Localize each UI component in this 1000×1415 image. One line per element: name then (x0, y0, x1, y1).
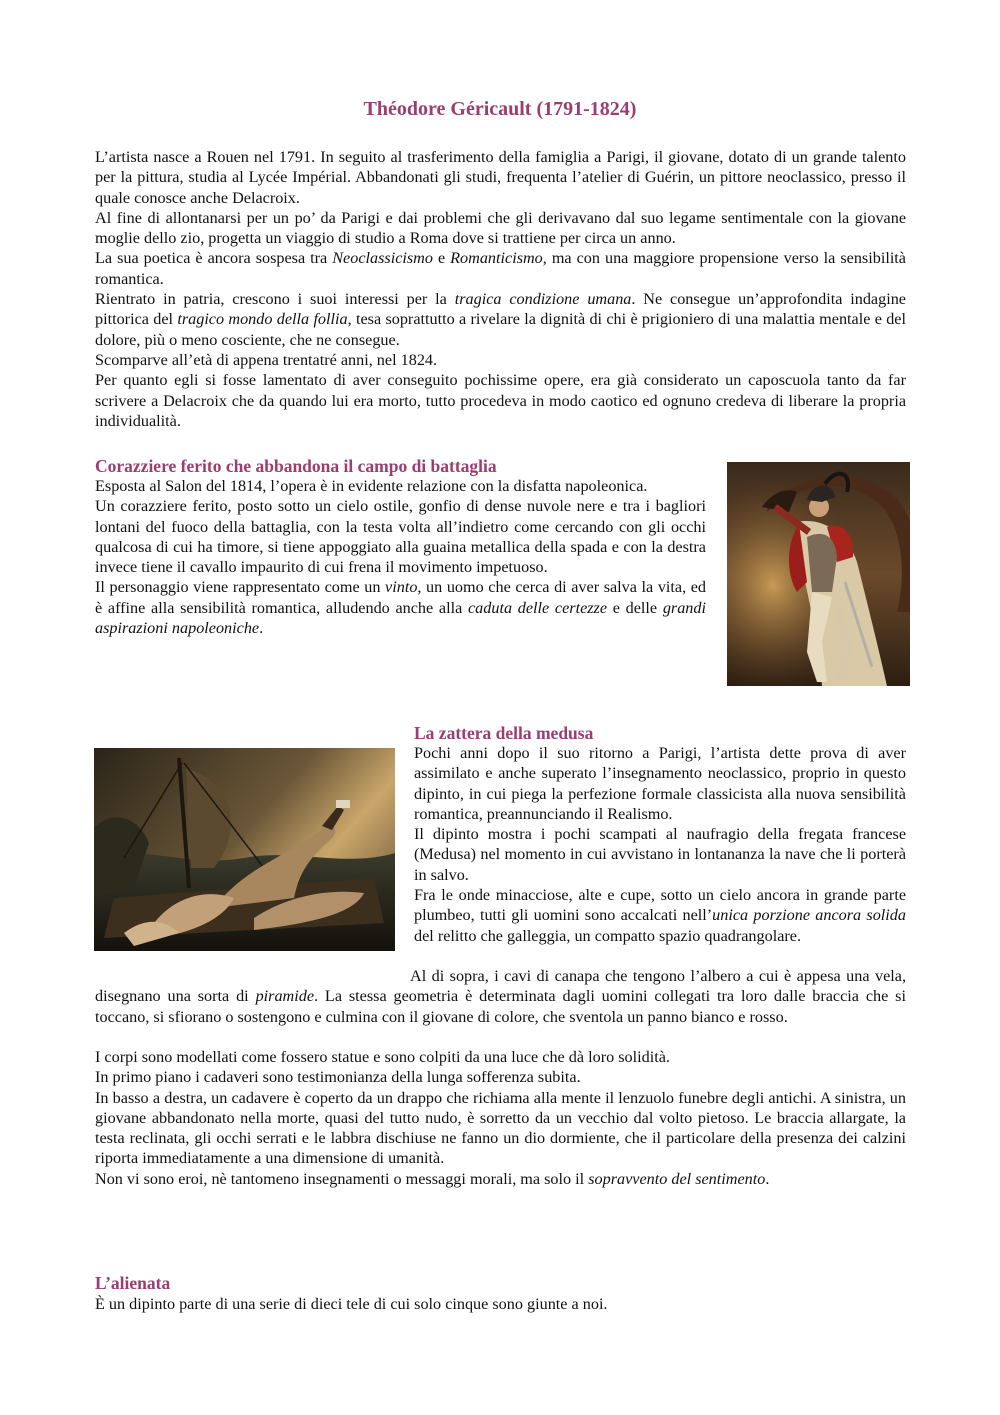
medusa-text-full (95, 966, 906, 1027)
medusa-paragraph: In primo piano i cadaveri sono testimonianza della lunga sofferenza subita. (95, 1068, 581, 1087)
medusa-paragraph: Non vi sono eroi, nè tantomeno insegnamenti o messaggi morali, ma solo il sopravvento del sentimento. (95, 1169, 770, 1188)
corazziere-paragraph: Esposta al Salon del 1814, l’opera è in evidente relazione con la disfatta napoleonica. (95, 477, 648, 495)
intro-paragraph: L’artista nasce a Rouen nel 1791. In seguito al trasferimento della famiglia a Parigi, il giovane, dotato di un grande talento per la pittura, studia al Lycée Impérial. Abbandonati gli studi, frequenta l’atelier di Guérin, un pittore neoclassico, presso il quale conosce anche Delacroix. (95, 148, 906, 207)
corazziere-paragraph: Il personaggio viene rappresentato come un vinto, un uomo che cerca di aver salva la vita, ed è affine alla sensibilità romantica, alludendo anche alla caduta delle certezze e delle grandi aspirazioni napoleoniche. (95, 578, 707, 638)
medusa-paragraph: In basso a destra, un cadavere è coperto da un drappo che richiama alla mente il lenzuolo funebre degli antichi. A sinistra, un giovane abbandonato nella morte, quasi del tutto nudo, è sorretto da un vecchio dal volto pietoso. Le braccia allargate, la testa reclinata, gli occhi serrati e le labbra dischiuse ne fanno un dio dormiente, che il particolare della presenza dei calzini riporta immediatamente a una dimensione di umanità. (95, 1088, 906, 1168)
section-heading-medusa: La zattera della medusa (414, 723, 594, 743)
medusa-paragraph: Fra le onde minacciose, alte e cupe, sotto un cielo ancora in grande parte plumbeo, tutti gli uomini sono accalcati nell’unica porzione ancora solida del relitto che galleggia, un compatto spazio quadrangolare. (414, 886, 906, 945)
medusa-painting (94, 748, 395, 951)
corazziere-text (95, 476, 706, 638)
alienata-text (95, 1294, 906, 1314)
medusa-paragraph: I corpi sono modellati come fossero statue e sono colpiti da una luce che dà loro solidità. (95, 1048, 670, 1066)
intro-text (95, 147, 906, 431)
intro-paragraph: Rientrato in patria, crescono i suoi interessi per la tragica condizione umana. Ne consegue un’approfondita indagine pittorica del tragico mondo della follia, tesa soprattutto a rivelare la dignità di chi è prigioniero di una malattia mentale e del dolore, più o meno cosciente, che ne consegue. (95, 290, 906, 349)
section-heading-alienata: L’alienata (95, 1273, 171, 1293)
medusa-text-right (414, 743, 906, 946)
intro-paragraph: La sua poetica è ancora sospesa tra Neoclassicismo e Romanticismo, ma con una maggiore propensione verso la sensibilità romantica. (95, 249, 906, 288)
intro-paragraph: Al fine di allontanarsi per un po’ da Parigi e dai problemi che gli derivavano dal suo legame sentimentale con la giovane moglie dello zio, progetta un viaggio di studio a Roma dove si trattiene per circa un anno. (95, 208, 906, 248)
intro-paragraph: Per quanto egli si fosse lamentato di aver conseguito pochissime opere, era già considerato un caposcuola tanto da far scrivere a Delacroix che da quando lui era morto, tutto procedeva in modo caotico ed ognuno credeva di liberare la propria individualità. (95, 371, 906, 430)
medusa-text-full-2 (95, 1047, 906, 1189)
alienata-paragraph: È un dipinto parte di una serie di dieci tele di cui solo cinque sono giunte a noi. (95, 1295, 608, 1313)
medusa-paragraph: Al di sopra, i cavi di canapa che tengono l’albero a cui è appesa una vela, disegnano una sorta di piramide. La stessa geometria è determinata dagli uomini collegati tra loro dalle braccia che si toccano, si sfiorano o sostengono e culmina con il giovane di colore, che sventola un panno bianco e rosso. (95, 967, 906, 1026)
section-heading-corazziere: Corazziere ferito che abbandona il campo di battaglia (95, 456, 497, 476)
corazziere-paragraph: Un corazziere ferito, posto sotto un cielo ostile, gonfio di dense nuvole nere e tra i bagliori lontani del fuoco della battaglia, con la testa volta all’indietro come cercando con gli occhi qualcosa di cui ha timore, si tiene appoggiato alla guaina metallica della spada e con la destra invece tiene il cavallo impaurito di cui frena il movimento impetuoso. (95, 497, 706, 577)
corazziere-painting (727, 462, 910, 686)
medusa-paragraph: Il dipinto mostra i pochi scampati al naufragio della fregata francese (Medusa) nel momento in cui avvistano in lontananza la nave che li porterà in salvo. (414, 825, 906, 884)
medusa-paragraph: Pochi anni dopo il suo ritorno a Parigi, l’artista dette prova di aver assimilato e anche superato l’insegnamento neoclassico, proprio in questo dipinto, in cui piega la perfezione formale classicista alla nuova sensibilità romantica, preannunciando il Realismo. (414, 744, 906, 823)
intro-paragraph: Scomparve all’età di appena trentatré anni, nel 1824. (95, 350, 438, 369)
page-title: Théodore Géricault (1791-1824) (363, 98, 637, 120)
